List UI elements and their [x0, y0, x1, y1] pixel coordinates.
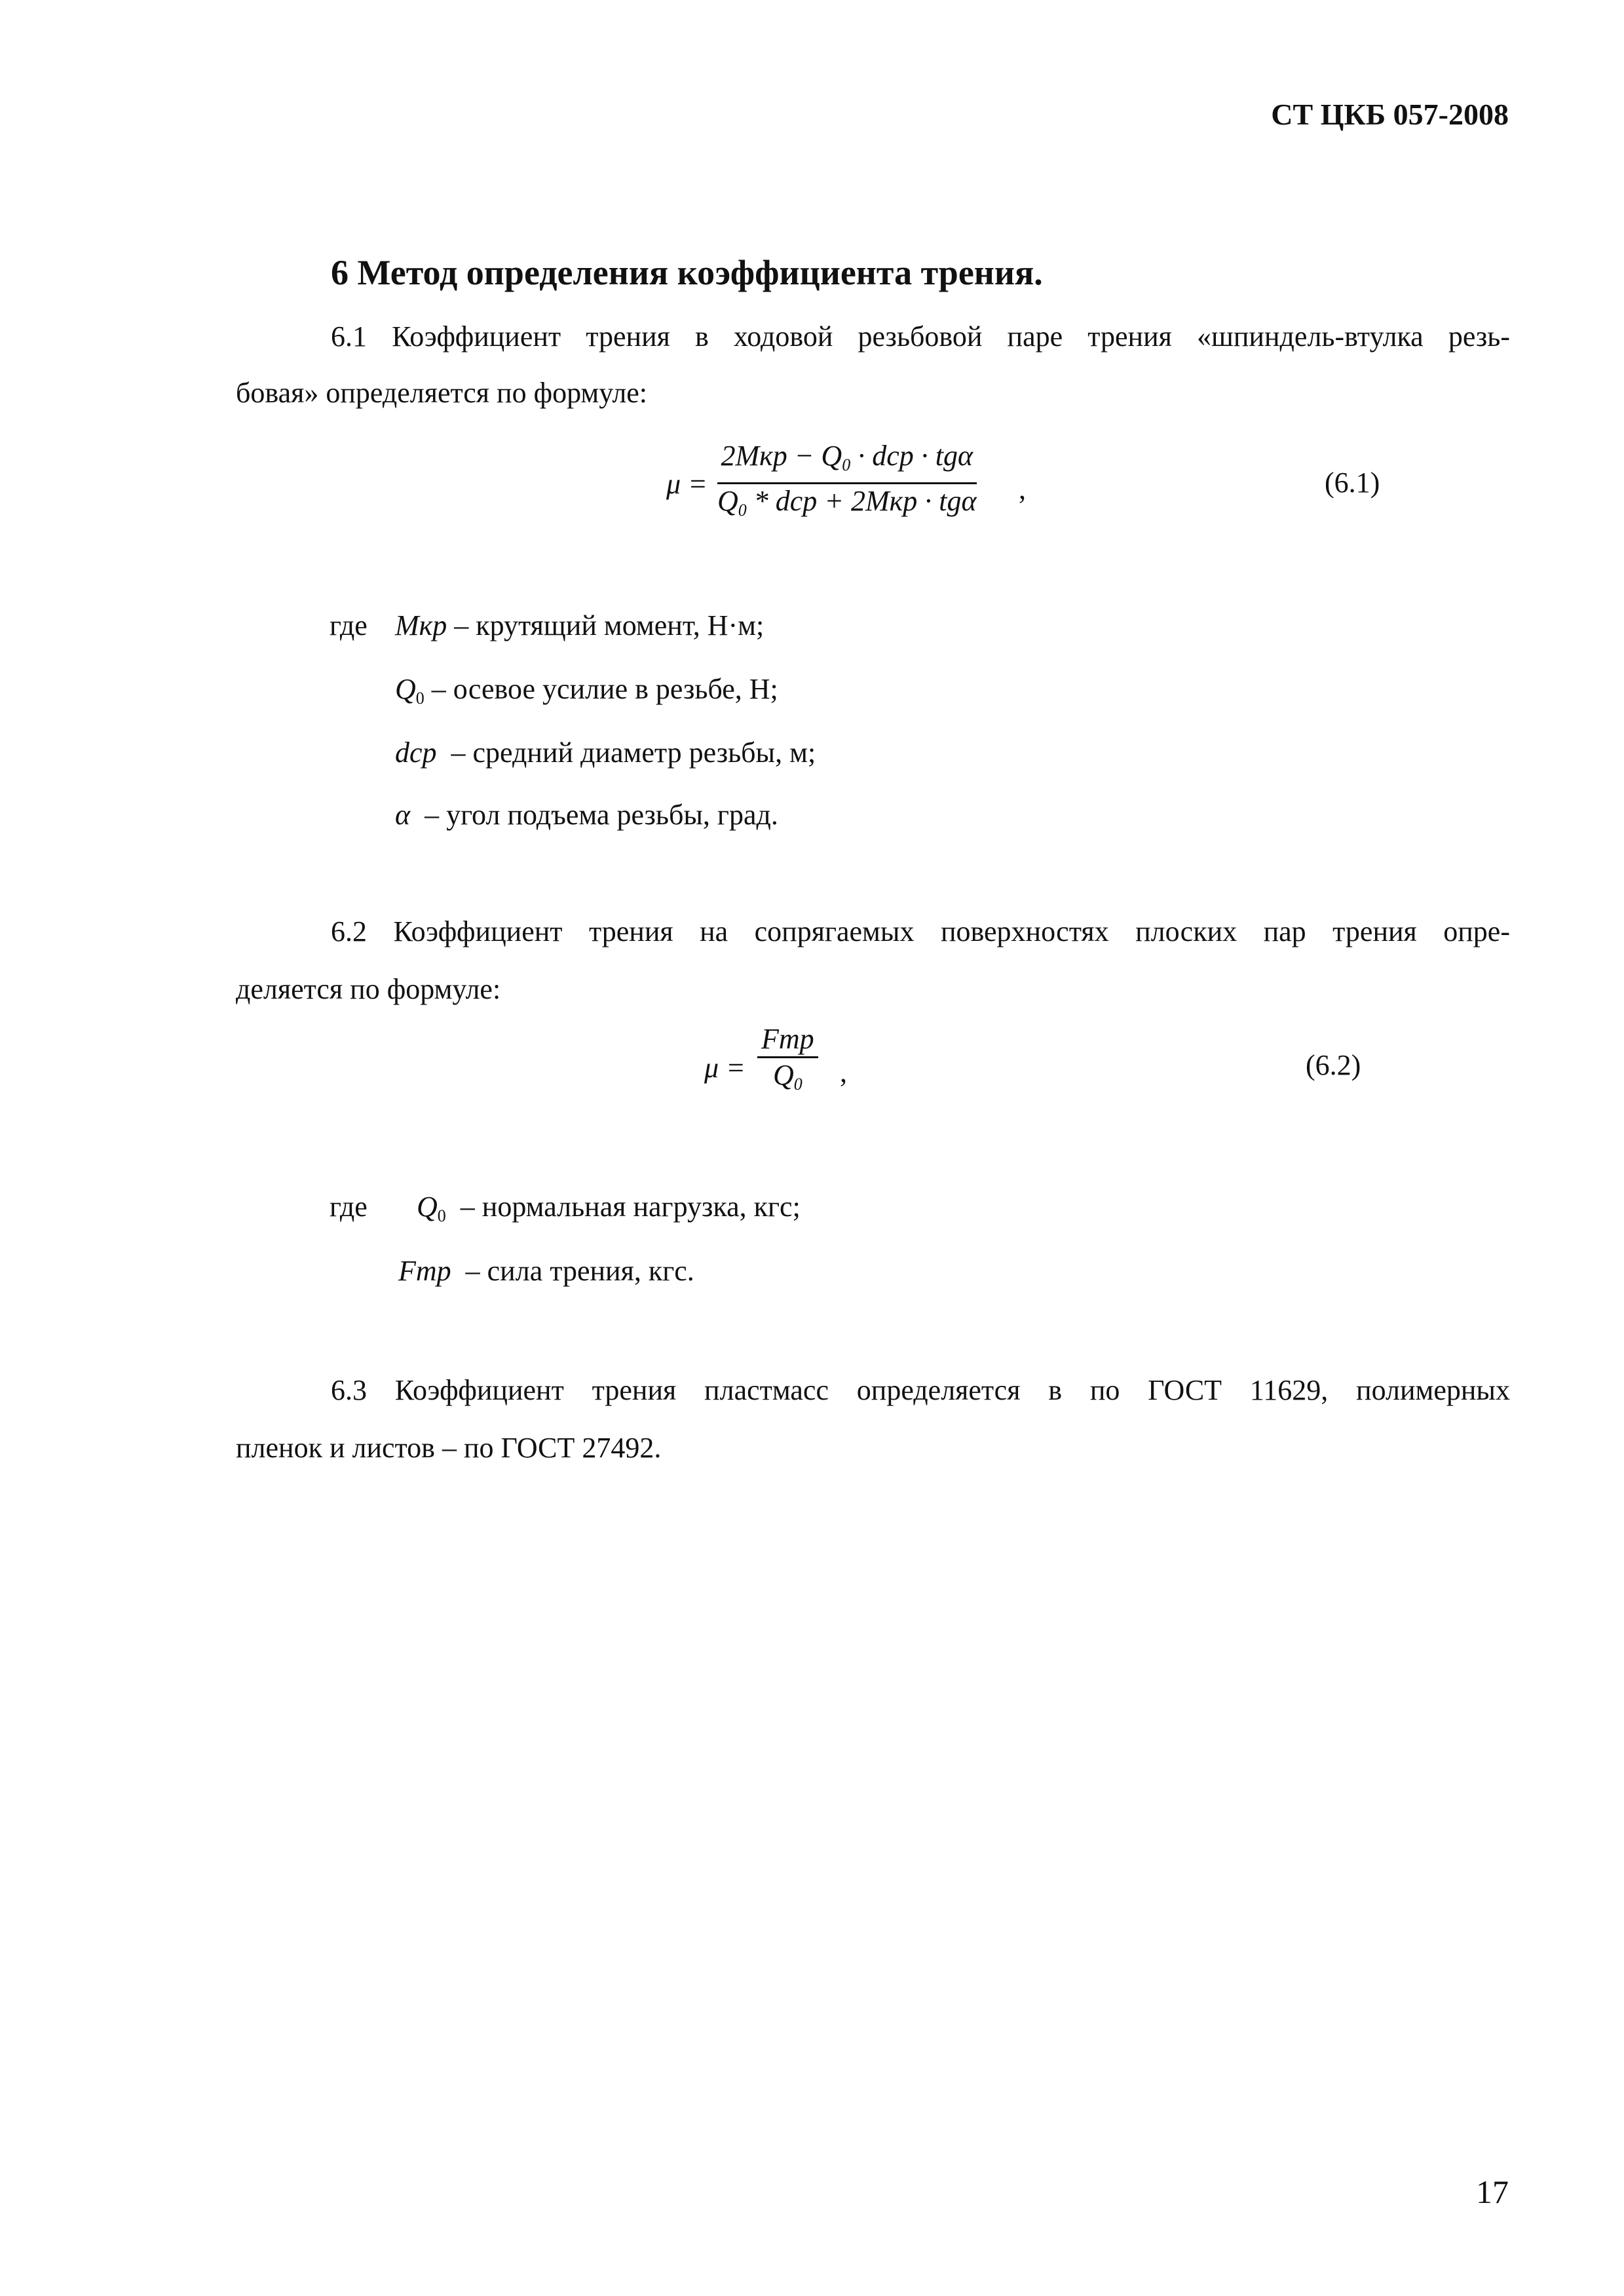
definition-q0: $Q_0$ – осевое усилие в резьбе, Н;: [395, 673, 778, 708]
formula-6-2-number: (6.2): [1306, 1049, 1361, 1081]
where-label-1: где: [330, 609, 368, 641]
paragraph-6-1-line-1: 6.1 Коэффициент трения в ходовой резьбовой паре трения «шпиндель-втулка резь-: [331, 320, 1510, 353]
formula-6-1-denominator: $Q_0$ * dcp + 2Мкр · tgα: [717, 485, 977, 520]
definition-mkr: Мкр – крутящий момент, Н·м;: [395, 609, 765, 641]
formula-6-1-number: (6.1): [1325, 467, 1380, 499]
formula-6-2-denominator: $Q_0$: [772, 1059, 803, 1094]
paragraph-6-3-line-1: 6.3 Коэффициент трения пластмасс определяется в по ГОСТ 11629, полимерных: [331, 1374, 1510, 1406]
paragraph-6-2-line-2: деляется по формуле:: [236, 973, 501, 1005]
definition-alpha: α – угол подъема резьбы, град.: [395, 799, 778, 831]
document-code: СТ ЦКБ 057-2008: [1271, 98, 1509, 131]
section-title: 6 Метод определения коэффициента трения.: [331, 253, 1043, 292]
formula-6-2-numerator: Fmp: [761, 1023, 814, 1055]
paragraph-6-2-line-1: 6.2 Коэффициент трения на сопрягаемых поверхностях плоских пар трения опре-: [331, 915, 1510, 947]
paragraph-6-3-line-2: пленок и листов – по ГОСТ 27492.: [236, 1432, 662, 1464]
definition-fmp: Fmp – сила трения, кгс.: [398, 1255, 694, 1287]
formula-6-2-comma: ,: [840, 1056, 847, 1088]
page-number: 17: [1476, 2173, 1509, 2210]
definition-dcp: dcp – средний диаметр резьбы, м;: [395, 737, 816, 769]
formula-6-1-comma: ,: [1019, 473, 1026, 505]
formula-6-2-lhs: μ =: [704, 1052, 746, 1084]
formula-6-2-fraction: [761, 1022, 814, 1101]
paragraph-6-1-line-2: бовая» определяется по формуле:: [236, 377, 648, 409]
definition-q0-normal: $Q_0$ – нормальная нагрузка, кгс;: [417, 1191, 801, 1225]
where-label-2: где: [330, 1191, 368, 1223]
formula-6-1-fraction: [717, 439, 977, 527]
formula-6-1-lhs: μ =: [666, 468, 708, 500]
formula-6-1-numerator: $2Мкр - Q_0$ · dcp · tgα: [721, 440, 973, 474]
